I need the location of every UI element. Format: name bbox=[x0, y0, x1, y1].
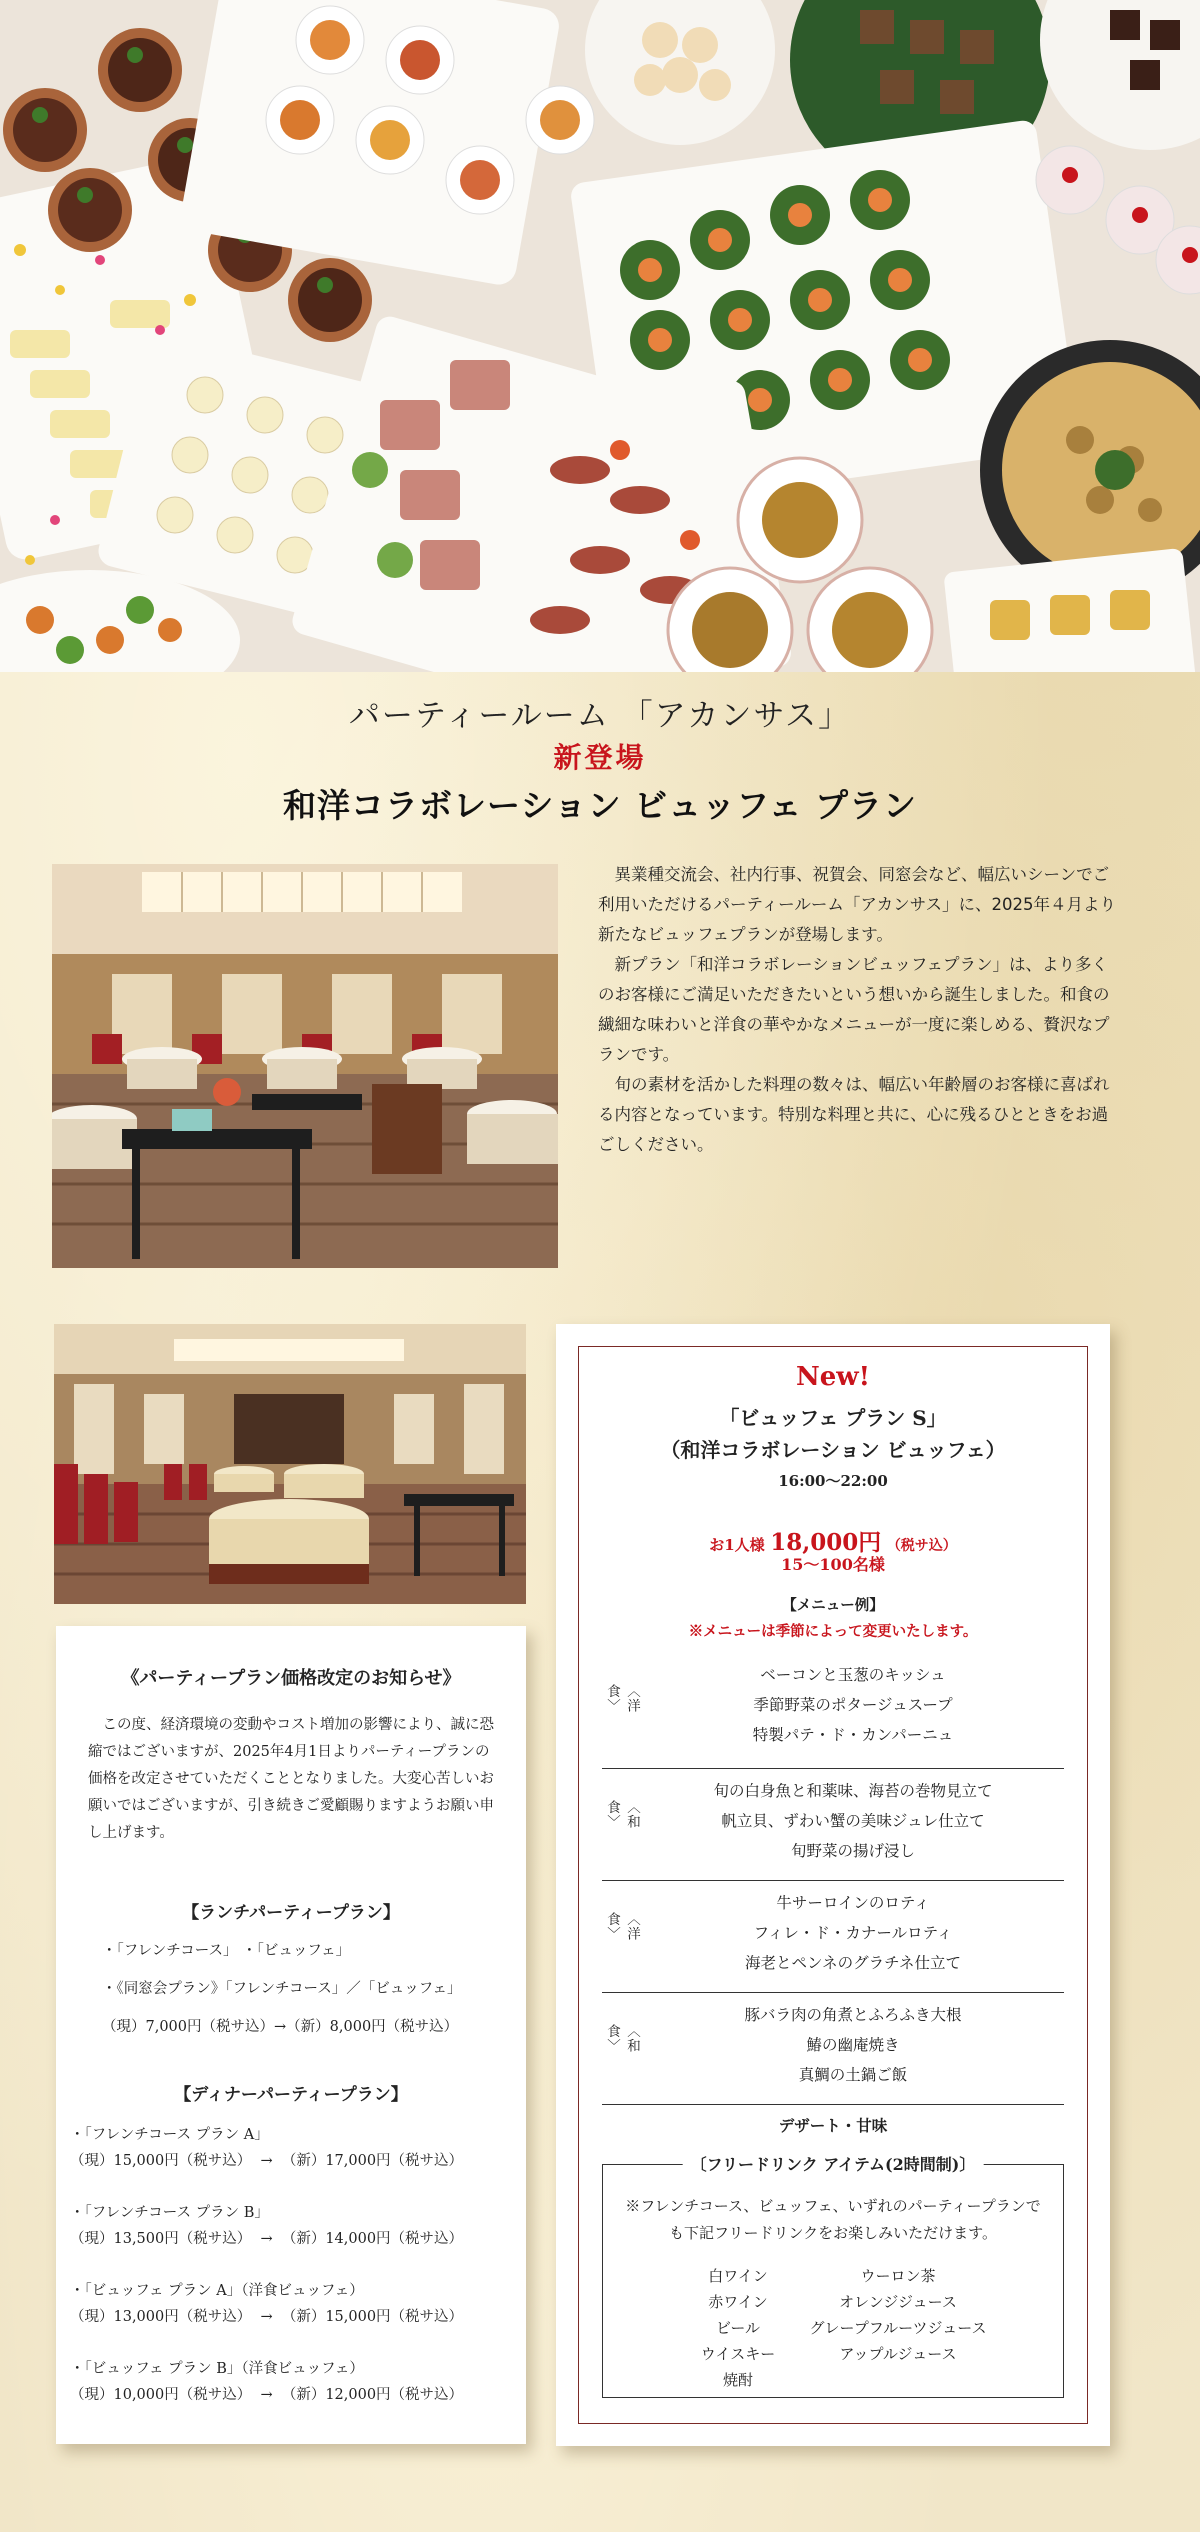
lunch-plan-line: ・《同窓会プラン》「フレンチコース」／「ビュッフェ」 bbox=[102, 1981, 462, 1997]
menu-item: 豚バラ肉の角煮とふろふき大根 bbox=[744, 2006, 962, 2024]
menu-item: 鰆の幽庵焼き bbox=[806, 2036, 900, 2054]
menu-group-japanese bbox=[602, 1776, 1064, 1872]
drink-item: グレープフルーツジュース bbox=[809, 2319, 987, 2337]
dinner-plan-price: （現）13,000円（税サ込） → （新）15,000円（税サ込） bbox=[70, 2309, 464, 2325]
menu-item: 真鯛の土鍋ご飯 bbox=[798, 2066, 908, 2084]
price-revision-notice: この度、経済環境の変動やコスト増加の影響により、誠に恐縮ではございますが、2025年4月1日よりパーティープランの価格を改定させていただくこととなりました。大変心苦しいお願いではございますが、引き続きご愛顧賜りますようお願い申し上げます。 bbox=[88, 1717, 494, 1841]
dinner-plan-price: （現）13,500円（税サ込） → （新）14,000円（税サ込） bbox=[70, 2231, 464, 2247]
dinner-plan-name: ・「フレンチコース プラン B」 bbox=[70, 2205, 269, 2221]
menu-divider bbox=[602, 1768, 1064, 1769]
drink-item: 赤ワイン bbox=[708, 2293, 768, 2311]
seasonal-note: ※メニューは季節によって変更いたします。 bbox=[688, 1623, 978, 1640]
room-name: パーティールーム 「アカンサス」 bbox=[348, 698, 852, 734]
free-drink-box bbox=[602, 2155, 1064, 2398]
dinner-plan-name: ・「ビュッフェ プラン B」（洋食ビュッフェ） bbox=[70, 2361, 364, 2377]
menu-example-label: 【メニュー例】 bbox=[782, 1597, 884, 1614]
lunch-plan-heading: 【ランチパーティープラン】 bbox=[182, 1903, 400, 1923]
menu-item: 旬野菜の揚げ浸し bbox=[790, 1842, 915, 1860]
dinner-plan-heading: 【ディナーパーティープラン】 bbox=[174, 2085, 408, 2105]
dinner-plan-price: （現）10,000円（税サ込） → （新）12,000円（税サ込） bbox=[70, 2387, 464, 2403]
menu-item: 牛サーロインのロティ bbox=[776, 1894, 930, 1912]
plan-s-subtitle: （和洋コラボレーション ビュッフェ） bbox=[660, 1438, 1006, 1462]
price-revision-title: 《パーティープラン価格改定のお知らせ》 bbox=[121, 1668, 461, 1689]
menu-group-tag: 〈和食〉 bbox=[604, 2024, 640, 2053]
price-tax: （税サ込） bbox=[886, 1538, 957, 1554]
hero-buffet-photo bbox=[0, 0, 1200, 672]
party-room-photo-2 bbox=[54, 1324, 526, 1604]
menu-item: フィレ・ド・カナールロティ bbox=[753, 1924, 953, 1942]
menu-group-tag: 〈洋食〉 bbox=[604, 1912, 640, 1941]
drink-item: ビール bbox=[715, 2319, 761, 2337]
menu-group-tag: 〈和食〉 bbox=[604, 1800, 640, 1829]
lunch-plan-line: ・「フレンチコース」 ・「ビュッフェ」 bbox=[102, 1943, 351, 1959]
menu-item: 海老とペンネのグラチネ仕立て bbox=[745, 1954, 961, 1972]
menu-item: 旬の白身魚と和薬味、海苔の巻物見立て bbox=[713, 1782, 993, 1800]
dinner-plan-name: ・「フレンチコース プラン A」 bbox=[70, 2127, 269, 2143]
plan-title: 和洋コラボレーション ビュッフェ プラン bbox=[282, 786, 917, 825]
price-prefix: お1人様 bbox=[709, 1536, 765, 1554]
free-drink-note: ※フレンチコース、ビュッフェ、いずれのパーティープランでも下記フリードリンクをお楽しみいただけます。 bbox=[625, 2197, 1041, 2242]
price-amount: 18,000円 bbox=[770, 1529, 882, 1556]
menu-group-japanese bbox=[602, 2000, 1064, 2096]
menu-group-western bbox=[602, 1660, 1064, 1756]
menu-group-western bbox=[602, 1888, 1064, 1984]
drink-item: オレンジジュース bbox=[839, 2293, 957, 2311]
plan-capacity: 15～100名様 bbox=[781, 1555, 885, 1574]
plan-s-name: 「ビュッフェ プラン S」 bbox=[719, 1406, 947, 1430]
dessert-line: デザート・甘味 bbox=[778, 2116, 888, 2135]
menu-item: 季節野菜のポタージュスープ bbox=[753, 1696, 953, 1714]
free-drink-title: 〔フリードリンク アイテム(2時間制)〕 bbox=[683, 2152, 984, 2175]
drink-item: 白ワイン bbox=[708, 2267, 768, 2285]
lunch-plan-price: （現）7,000円（税サ込）→（新）8,000円（税サ込） bbox=[102, 2019, 459, 2035]
dinner-plan-price: （現）15,000円（税サ込） → （新）17,000円（税サ込） bbox=[70, 2153, 464, 2169]
menu-item: ベーコンと玉葱のキッシュ bbox=[760, 1666, 946, 1684]
menu-divider bbox=[602, 2104, 1064, 2105]
intro-text bbox=[598, 860, 1118, 1160]
price-revision-card bbox=[56, 1626, 526, 2444]
intro-paragraph-1: 異業種交流会、社内行事、祝賀会、同窓会など、幅広いシーンでご利用いただけるパーティールーム「アカンサス」に、2025年４月より新たなビュッフェプランが登場します。 bbox=[598, 865, 1117, 944]
dinner-plan-name: ・「ビュッフェ プラン A」（洋食ビュッフェ） bbox=[70, 2283, 364, 2299]
drink-item: ウイスキー bbox=[700, 2345, 776, 2363]
intro-paragraph-3: 旬の素材を活かした料理の数々は、幅広い年齢層のお客様に喜ばれる内容となっています。特別な料理と共に、心に残るひとときをお過ごしください。 bbox=[598, 1075, 1110, 1154]
drink-item: 焼酎 bbox=[722, 2371, 753, 2389]
new-mark: New! bbox=[795, 1362, 871, 1392]
drink-item: アップルジュース bbox=[839, 2345, 957, 2363]
menu-item: 特製パテ・ド・カンパーニュ bbox=[752, 1726, 954, 1744]
plan-time: 16:00～22:00 bbox=[778, 1472, 888, 1490]
buffet-food-illustration bbox=[0, 0, 1200, 672]
buffet-plan-s-card bbox=[556, 1324, 1110, 2446]
drink-column-soft bbox=[793, 2263, 1003, 2367]
drink-column-alcohol bbox=[683, 2263, 793, 2393]
drink-item: ウーロン茶 bbox=[860, 2267, 936, 2285]
page-heading bbox=[0, 694, 1200, 834]
menu-divider bbox=[602, 1992, 1064, 1993]
menu-divider bbox=[602, 1880, 1064, 1881]
intro-paragraph-2: 新プラン「和洋コラボレーションビュッフェプラン」は、より多くのお客様にご満足いただきたいという想いから誕生しました。和食の繊細な味わいと洋食の華やかなメニューが一度に楽しめる、贅沢なプランです。 bbox=[598, 955, 1110, 1064]
party-room-photo-1 bbox=[52, 864, 558, 1268]
new-badge: 新登場 bbox=[553, 741, 647, 774]
menu-item: 帆立貝、ずわい蟹の美味ジュレ仕立て bbox=[721, 1812, 985, 1830]
menu-group-tag: 〈洋食〉 bbox=[604, 1684, 640, 1713]
